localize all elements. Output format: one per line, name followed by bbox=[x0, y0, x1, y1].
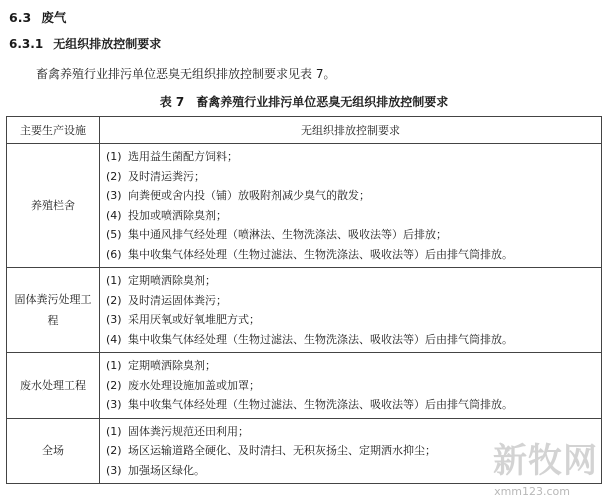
item-marker: (1) bbox=[106, 424, 122, 438]
item-marker: (4) bbox=[106, 332, 122, 346]
item-text: 向粪便或舍内投（铺）放吸附剂减少臭气的散发； bbox=[128, 189, 370, 202]
item-text: 场区运输道路全硬化、及时清扫、无积灰扬尘、定期洒水抑尘； bbox=[128, 444, 436, 457]
subsection-title: 无组织排放控制要求 bbox=[53, 37, 162, 51]
item-marker: (4) bbox=[106, 208, 122, 222]
requirement-item bbox=[106, 356, 601, 376]
table-caption: 表 7 畜禽养殖行业排污单位恶臭无组织排放控制要求 bbox=[159, 95, 449, 109]
subsection-heading bbox=[9, 35, 161, 52]
item-marker: (3) bbox=[106, 398, 122, 411]
requirement-item bbox=[106, 291, 601, 311]
item-text: 定期喷洒除臭剂； bbox=[128, 274, 216, 287]
item-text: 定期喷洒除臭剂； bbox=[128, 359, 216, 372]
requirement-item bbox=[106, 225, 601, 245]
requirement-item bbox=[106, 330, 601, 350]
item-marker: (2) bbox=[106, 293, 122, 307]
subsection-number: 6.3.1 bbox=[9, 37, 44, 51]
header-requirements: 无组织排放控制要求 bbox=[100, 117, 602, 144]
item-text: 及时清运固体粪污； bbox=[128, 293, 227, 307]
requirement-item bbox=[106, 206, 601, 226]
item-marker: (3) bbox=[106, 463, 122, 477]
item-marker: (3) bbox=[106, 189, 122, 202]
item-marker: (5) bbox=[106, 228, 122, 241]
item-text: 集中通风排气经处理（喷淋法、生物洗涤法、吸收法等）后排放； bbox=[128, 228, 447, 241]
item-marker: (2) bbox=[106, 169, 122, 183]
item-marker: (2) bbox=[106, 444, 122, 457]
watermark-url: xmm123.com bbox=[494, 485, 570, 498]
item-text: 采用厌氧或好氧堆肥方式； bbox=[128, 313, 260, 326]
section-title: 废气 bbox=[41, 10, 67, 25]
requirement-item bbox=[106, 147, 601, 167]
item-text: 集中收集气体经处理（生物过滤法、生物洗涤法、吸收法等）后由排气筒排放。 bbox=[128, 332, 513, 346]
item-text: 集中收集气体经处理（生物过滤法、生物洗涤法、吸收法等）后由排气筒排放。 bbox=[128, 247, 513, 261]
requirement-item bbox=[106, 167, 601, 187]
item-marker: (1) bbox=[106, 274, 122, 287]
section-heading bbox=[9, 8, 66, 26]
item-marker: (3) bbox=[106, 313, 122, 326]
item-marker: (2) bbox=[106, 378, 122, 392]
requirement-item bbox=[106, 395, 601, 415]
requirements-cell bbox=[100, 268, 602, 353]
emission-control-table bbox=[6, 116, 602, 484]
requirements-cell bbox=[100, 144, 602, 268]
requirement-item bbox=[106, 245, 601, 265]
item-text: 选用益生菌配方饲料； bbox=[128, 150, 238, 163]
item-marker: (1) bbox=[106, 150, 122, 163]
requirement-item bbox=[106, 310, 601, 330]
facility-cell: 养殖栏舍 bbox=[7, 144, 100, 268]
facility-cell: 全场 bbox=[7, 418, 100, 484]
intro-paragraph: 畜禽养殖行业排污单位恶臭无组织排放控制要求见表 7。 bbox=[36, 67, 336, 81]
table-row bbox=[7, 353, 602, 419]
item-text: 投加或喷洒除臭剂； bbox=[128, 208, 227, 222]
item-text: 固体粪污规范还田利用； bbox=[128, 424, 249, 438]
requirement-item bbox=[106, 271, 601, 291]
requirement-item bbox=[106, 186, 601, 206]
item-text: 废水处理设施加盖或加罩； bbox=[128, 378, 260, 392]
requirement-item bbox=[106, 376, 601, 396]
watermark-logo: 新牧网 bbox=[493, 441, 598, 481]
section-number: 6.3 bbox=[9, 10, 32, 25]
facility-cell: 废水处理工程 bbox=[7, 353, 100, 419]
item-text: 集中收集气体经处理（生物过滤法、生物洗涤法、吸收法等）后由排气筒排放。 bbox=[128, 398, 513, 411]
item-text: 及时清运粪污； bbox=[128, 169, 205, 183]
table-row bbox=[7, 268, 602, 353]
table-row bbox=[7, 144, 602, 268]
facility-cell: 固体粪污处理工程 bbox=[7, 268, 100, 353]
item-marker: (1) bbox=[106, 359, 122, 372]
item-marker: (6) bbox=[106, 247, 122, 261]
header-facility: 主要生产设施 bbox=[7, 117, 100, 144]
item-text: 加强场区绿化。 bbox=[128, 463, 205, 477]
table-header-row bbox=[7, 117, 602, 144]
requirements-cell bbox=[100, 353, 602, 419]
